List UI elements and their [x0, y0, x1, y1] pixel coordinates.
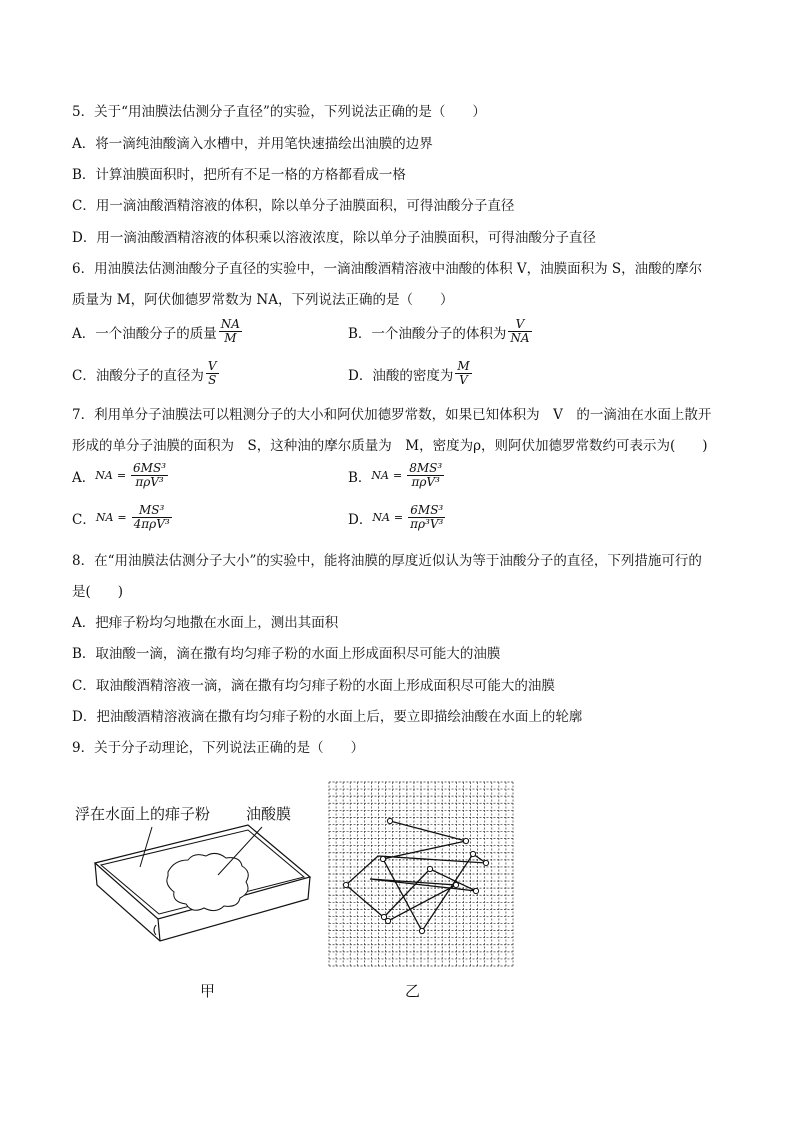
- q6-option-d: [348, 360, 472, 387]
- denominator: V: [459, 373, 468, 387]
- numerator: M: [457, 359, 470, 373]
- q7-symbol: NA: [95, 511, 114, 524]
- q7-option-b: [348, 462, 444, 489]
- numerator: V: [515, 317, 525, 331]
- q7-option-c-fraction: [132, 504, 172, 531]
- numerator: 8MS³: [409, 461, 443, 475]
- tray-lip: [154, 925, 156, 935]
- q6-option-b-text: B．一个油酸分子的体积为: [348, 325, 507, 342]
- q7-equals: =: [393, 511, 404, 524]
- q6-option-b-fraction: [508, 318, 531, 345]
- q6-option-a-text: A．一个油酸分子的质量: [72, 325, 217, 342]
- oil-film: [167, 853, 248, 910]
- q8-option-b: B．取油酸一滴，滴在撒有均匀痱子粉的水面上形成面积尽可能大的油膜: [72, 646, 501, 662]
- q7-stem-line1: 7．利用单分子油膜法可以粗测分子的大小和阿伏加德罗常数，如果已知体积为 V 的一滴油在水面上散开: [72, 407, 712, 423]
- grid-lines: [329, 782, 513, 966]
- numerator: V: [207, 359, 217, 373]
- q6-stem-line1: 6．用油膜法估测油酸分子直径的实验中，一滴油酸酒精溶液中油酸的体积 V，油膜面积为 S，油酸的摩尔: [72, 261, 703, 277]
- q8-stem-line2: 是( ): [72, 584, 124, 600]
- motion-path: [346, 821, 486, 931]
- q5-option-c: C．用一滴油酸酒精溶液的体积，除以单分子油膜面积，可得油酸分子直径: [72, 198, 515, 214]
- grid-figure: [328, 781, 514, 971]
- q8-option-c: C．取油酸酒精溶液一滴，滴在撒有均匀痱子粉的水面上形成面积尽可能大的油膜: [72, 678, 555, 694]
- q6-option-c-text: C．油酸分子的直径为: [72, 367, 204, 384]
- q7-option-b-fraction: [407, 462, 444, 489]
- caption-left: 甲: [200, 982, 216, 1000]
- q7-option-c-label: C．: [72, 511, 96, 528]
- q6-option-a-fraction: [219, 318, 242, 345]
- numerator: 6MS³: [133, 461, 166, 475]
- q6-option-c-fraction: [206, 360, 219, 387]
- denominator: M: [224, 331, 237, 345]
- q7-equals: =: [116, 469, 127, 482]
- numerator: 6MS³: [410, 503, 444, 517]
- q5-stem: 5．关于“用油膜法估测分子直径”的实验，下列说法正确的是（ ）: [72, 104, 486, 120]
- q7-option-d-label: D．: [348, 511, 373, 528]
- q5-option-b: B．计算油膜面积时，把所有不足一格的方格都看成一格: [72, 167, 406, 183]
- q8-stem-line1: 8．在“用油膜法估测分子大小”的实验中，能将油膜的厚度近似认为等于油酸分子的直径，下列措施可行的: [72, 553, 702, 569]
- q6-option-c: [72, 360, 219, 387]
- denominator: πρV³: [411, 475, 440, 489]
- powder-label: 浮在水面上的痱子粉: [75, 805, 211, 823]
- tray-figure: [70, 795, 320, 955]
- q7-equals: =: [117, 511, 127, 524]
- q9-stem: 9．关于分子动理论，下列说法正确的是（ ）: [72, 740, 365, 756]
- numerator: NA: [220, 317, 240, 331]
- q7-symbol: NA: [372, 511, 390, 524]
- q7-option-b-label: B．: [348, 469, 372, 486]
- q6-option-d-fraction: [455, 360, 471, 387]
- q8-option-a: A．把痱子粉均匀地撒在水面上，测出其面积: [72, 615, 339, 631]
- q7-equals: =: [393, 469, 403, 482]
- q6-stem-line2: 质量为 M，阿伏伽德罗常数为 NA，下列说法正确的是（ ）: [72, 292, 454, 308]
- q7-option-d: [348, 504, 445, 531]
- q8-option-d: D．把油酸酒精溶液滴在撒有均匀痱子粉的水面上后，要立即描绘油酸在水面上的轮廓: [72, 709, 583, 725]
- denominator: πρV³: [135, 475, 164, 489]
- q5-option-a: A．将一滴纯油酸滴入水槽中，并用笔快速描绘出油膜的边界: [72, 136, 433, 152]
- powder-leader: [140, 827, 152, 867]
- denominator: NA: [510, 331, 530, 345]
- q7-option-a-label: A．: [72, 469, 96, 486]
- q6-option-b: [348, 318, 532, 345]
- q7-option-c: [72, 504, 172, 531]
- caption-right: 乙: [405, 982, 421, 1000]
- tray-corner: [158, 919, 160, 941]
- q7-option-d-fraction: [408, 504, 445, 531]
- q6-option-d-text: D．油酸的密度为: [348, 367, 454, 384]
- denominator: 4πρV³: [133, 517, 170, 531]
- film-label: 油酸膜: [246, 805, 292, 823]
- q7-symbol: NA: [95, 469, 113, 482]
- q7-stem-line2: 形成的单分子油膜的面积为 S，这种油的摩尔质量为 M，密度为ρ，则阿伏加德罗常数约可表示为( ): [72, 438, 708, 454]
- q6-option-a: [72, 318, 242, 345]
- q7-option-a: [72, 462, 168, 489]
- denominator: πρ³V³: [410, 517, 444, 531]
- q7-option-a-fraction: [131, 462, 168, 489]
- numerator: MS³: [139, 503, 165, 517]
- q5-option-d: D．用一滴油酸酒精溶液的体积乘以溶液浓度，除以单分子油膜面积，可得油酸分子直径: [72, 230, 596, 246]
- q7-symbol: NA: [371, 469, 389, 482]
- denominator: S: [208, 373, 217, 387]
